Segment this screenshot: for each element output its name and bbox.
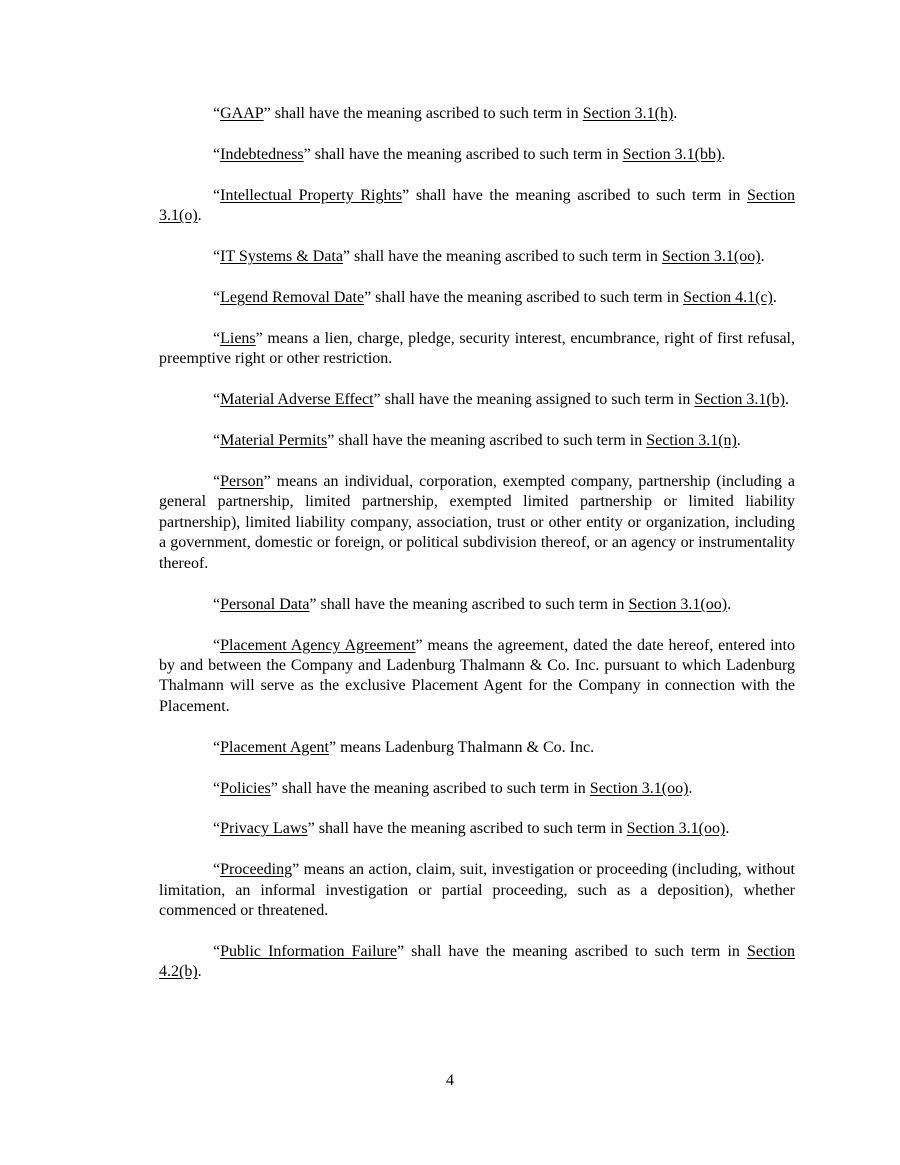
defined-term: Proceeding — [220, 861, 293, 879]
defined-term: GAAP — [220, 105, 264, 122]
open-quote: “ — [213, 186, 221, 204]
open-quote: “ — [213, 105, 221, 122]
definition-text: ” means Ladenburg Thalmann & Co. Inc. — [328, 738, 595, 756]
definition-proceeding — [159, 860, 795, 921]
definition-placement-agent — [159, 738, 795, 758]
section-reference: Section 3.1(h) — [582, 105, 674, 122]
definition-privacy-laws — [159, 819, 795, 839]
definition-text: ” shall have the meaning ascribed to such term in — [364, 289, 684, 307]
definition-text: ” means a lien, charge, pledge, security interest, encumbrance, right of first refusal, preemptive right or other restriction. — [159, 329, 795, 368]
defined-term: Policies — [220, 779, 271, 797]
defined-term: Indebtedness — [220, 145, 304, 163]
definition-text: ” means the agreement, dated the date hereof, entered into by and between the Company and Ladenburg Thalmann & Co. Inc. pursuant to which Ladenburg Thalmann will serve as the exclusive Placement Agent for the Company in connection with the Placement. — [159, 636, 795, 715]
open-quote: “ — [213, 248, 221, 266]
definition-placement-agency-agreement — [159, 636, 795, 718]
open-quote: “ — [213, 861, 221, 879]
terminal-period: . — [673, 105, 678, 122]
defined-term: Public Information Failure — [220, 943, 397, 961]
defined-term: Placement Agent — [220, 738, 329, 756]
section-reference: Section 3.1(n) — [646, 432, 737, 450]
terminal-period: . — [727, 595, 732, 613]
terminal-period: . — [725, 820, 730, 838]
terminal-period: . — [736, 432, 741, 450]
definition-text: ” shall have the meaning ascribed to such term in — [327, 432, 647, 450]
open-quote: “ — [213, 820, 221, 838]
document-page — [159, 104, 795, 1003]
section-reference: Section 3.1(bb) — [622, 145, 722, 163]
open-quote: “ — [213, 289, 221, 307]
definition-personal-data — [159, 595, 795, 615]
definition-text: ” shall have the meaning ascribed to such term in — [396, 943, 747, 961]
section-reference: Section 3.1(oo) — [626, 820, 726, 838]
definition-legend-removal-date — [159, 288, 795, 308]
page-number: 4 — [446, 1072, 454, 1089]
open-quote: “ — [213, 473, 221, 491]
terminal-period: . — [197, 963, 202, 981]
definition-public-information-failure — [159, 942, 795, 983]
terminal-period: . — [721, 145, 726, 163]
definition-text: ” shall have the meaning assigned to such term in — [373, 391, 695, 409]
terminal-period: . — [785, 391, 789, 409]
definition-text: ” shall have the meaning ascribed to such term in — [342, 248, 662, 266]
defined-term: Intellectual Property Rights — [220, 186, 403, 204]
definition-person — [159, 472, 795, 574]
section-reference: Section 3.1(oo) — [628, 595, 728, 613]
defined-term: Placement Agency Agreement — [220, 636, 416, 654]
defined-term: IT Systems & Data — [220, 248, 343, 266]
open-quote: “ — [213, 779, 221, 797]
definition-text: ” shall have the meaning ascribed to such term in — [307, 820, 627, 838]
open-quote: “ — [213, 738, 221, 756]
terminal-period: . — [197, 207, 202, 225]
defined-term: Material Adverse Effect — [220, 391, 374, 409]
defined-term: Legend Removal Date — [220, 289, 365, 307]
definition-it-systems-data — [159, 247, 795, 267]
terminal-period: . — [760, 248, 765, 266]
definition-text: ” means an action, claim, suit, investigation or proceeding (including, without limitation, an informal investigation or partial proceeding, such as a deposition), whether commenced or threatened. — [159, 861, 795, 920]
section-reference: Section 3.1(o) — [159, 186, 795, 225]
definition-text: ” shall have the meaning ascribed to such term in — [309, 595, 629, 613]
definition-text: ” shall have the meaning ascribed to such term in — [263, 105, 583, 122]
defined-term: Person — [220, 473, 264, 491]
terminal-period: . — [688, 779, 693, 797]
open-quote: “ — [213, 636, 221, 654]
open-quote: “ — [213, 391, 221, 409]
section-reference: Section 3.1(oo) — [661, 248, 761, 266]
definition-indebtedness — [159, 145, 795, 165]
definition-gaap — [159, 104, 795, 124]
definition-text: ” means an individual, corporation, exempted company, partnership (including a general partnership, limited partnership, exempted limited partnership or limited liability partnership), limited liability company, association, trust or other entity or organization, including a government, domestic or foreign, or political subdivision thereof, or an agency or instrumentality thereof. — [159, 473, 795, 572]
defined-term: Personal Data — [220, 595, 310, 613]
definition-policies — [159, 779, 795, 799]
section-reference: Section 3.1(oo) — [589, 779, 689, 797]
open-quote: “ — [213, 145, 221, 163]
definition-intellectual-property-rights — [159, 186, 795, 227]
definition-material-permits — [159, 431, 795, 451]
open-quote: “ — [213, 595, 221, 613]
open-quote: “ — [213, 432, 221, 450]
definition-liens — [159, 329, 795, 370]
definition-text: ” shall have the meaning ascribed to such term in — [402, 186, 747, 204]
section-reference: Section 4.1(c) — [683, 289, 773, 307]
definition-material-adverse-effect — [159, 390, 795, 410]
section-reference: Section 4.2(b) — [159, 943, 795, 981]
definition-text: ” shall have the meaning ascribed to such term in — [303, 145, 623, 163]
open-quote: “ — [213, 329, 221, 347]
definition-text: ” shall have the meaning ascribed to such term in — [270, 779, 590, 797]
defined-term: Material Permits — [220, 432, 328, 450]
defined-term: Liens — [220, 329, 256, 347]
terminal-period: . — [772, 289, 777, 307]
section-reference: Section 3.1(b) — [694, 391, 785, 409]
defined-term: Privacy Laws — [220, 820, 308, 838]
open-quote: “ — [213, 943, 221, 961]
